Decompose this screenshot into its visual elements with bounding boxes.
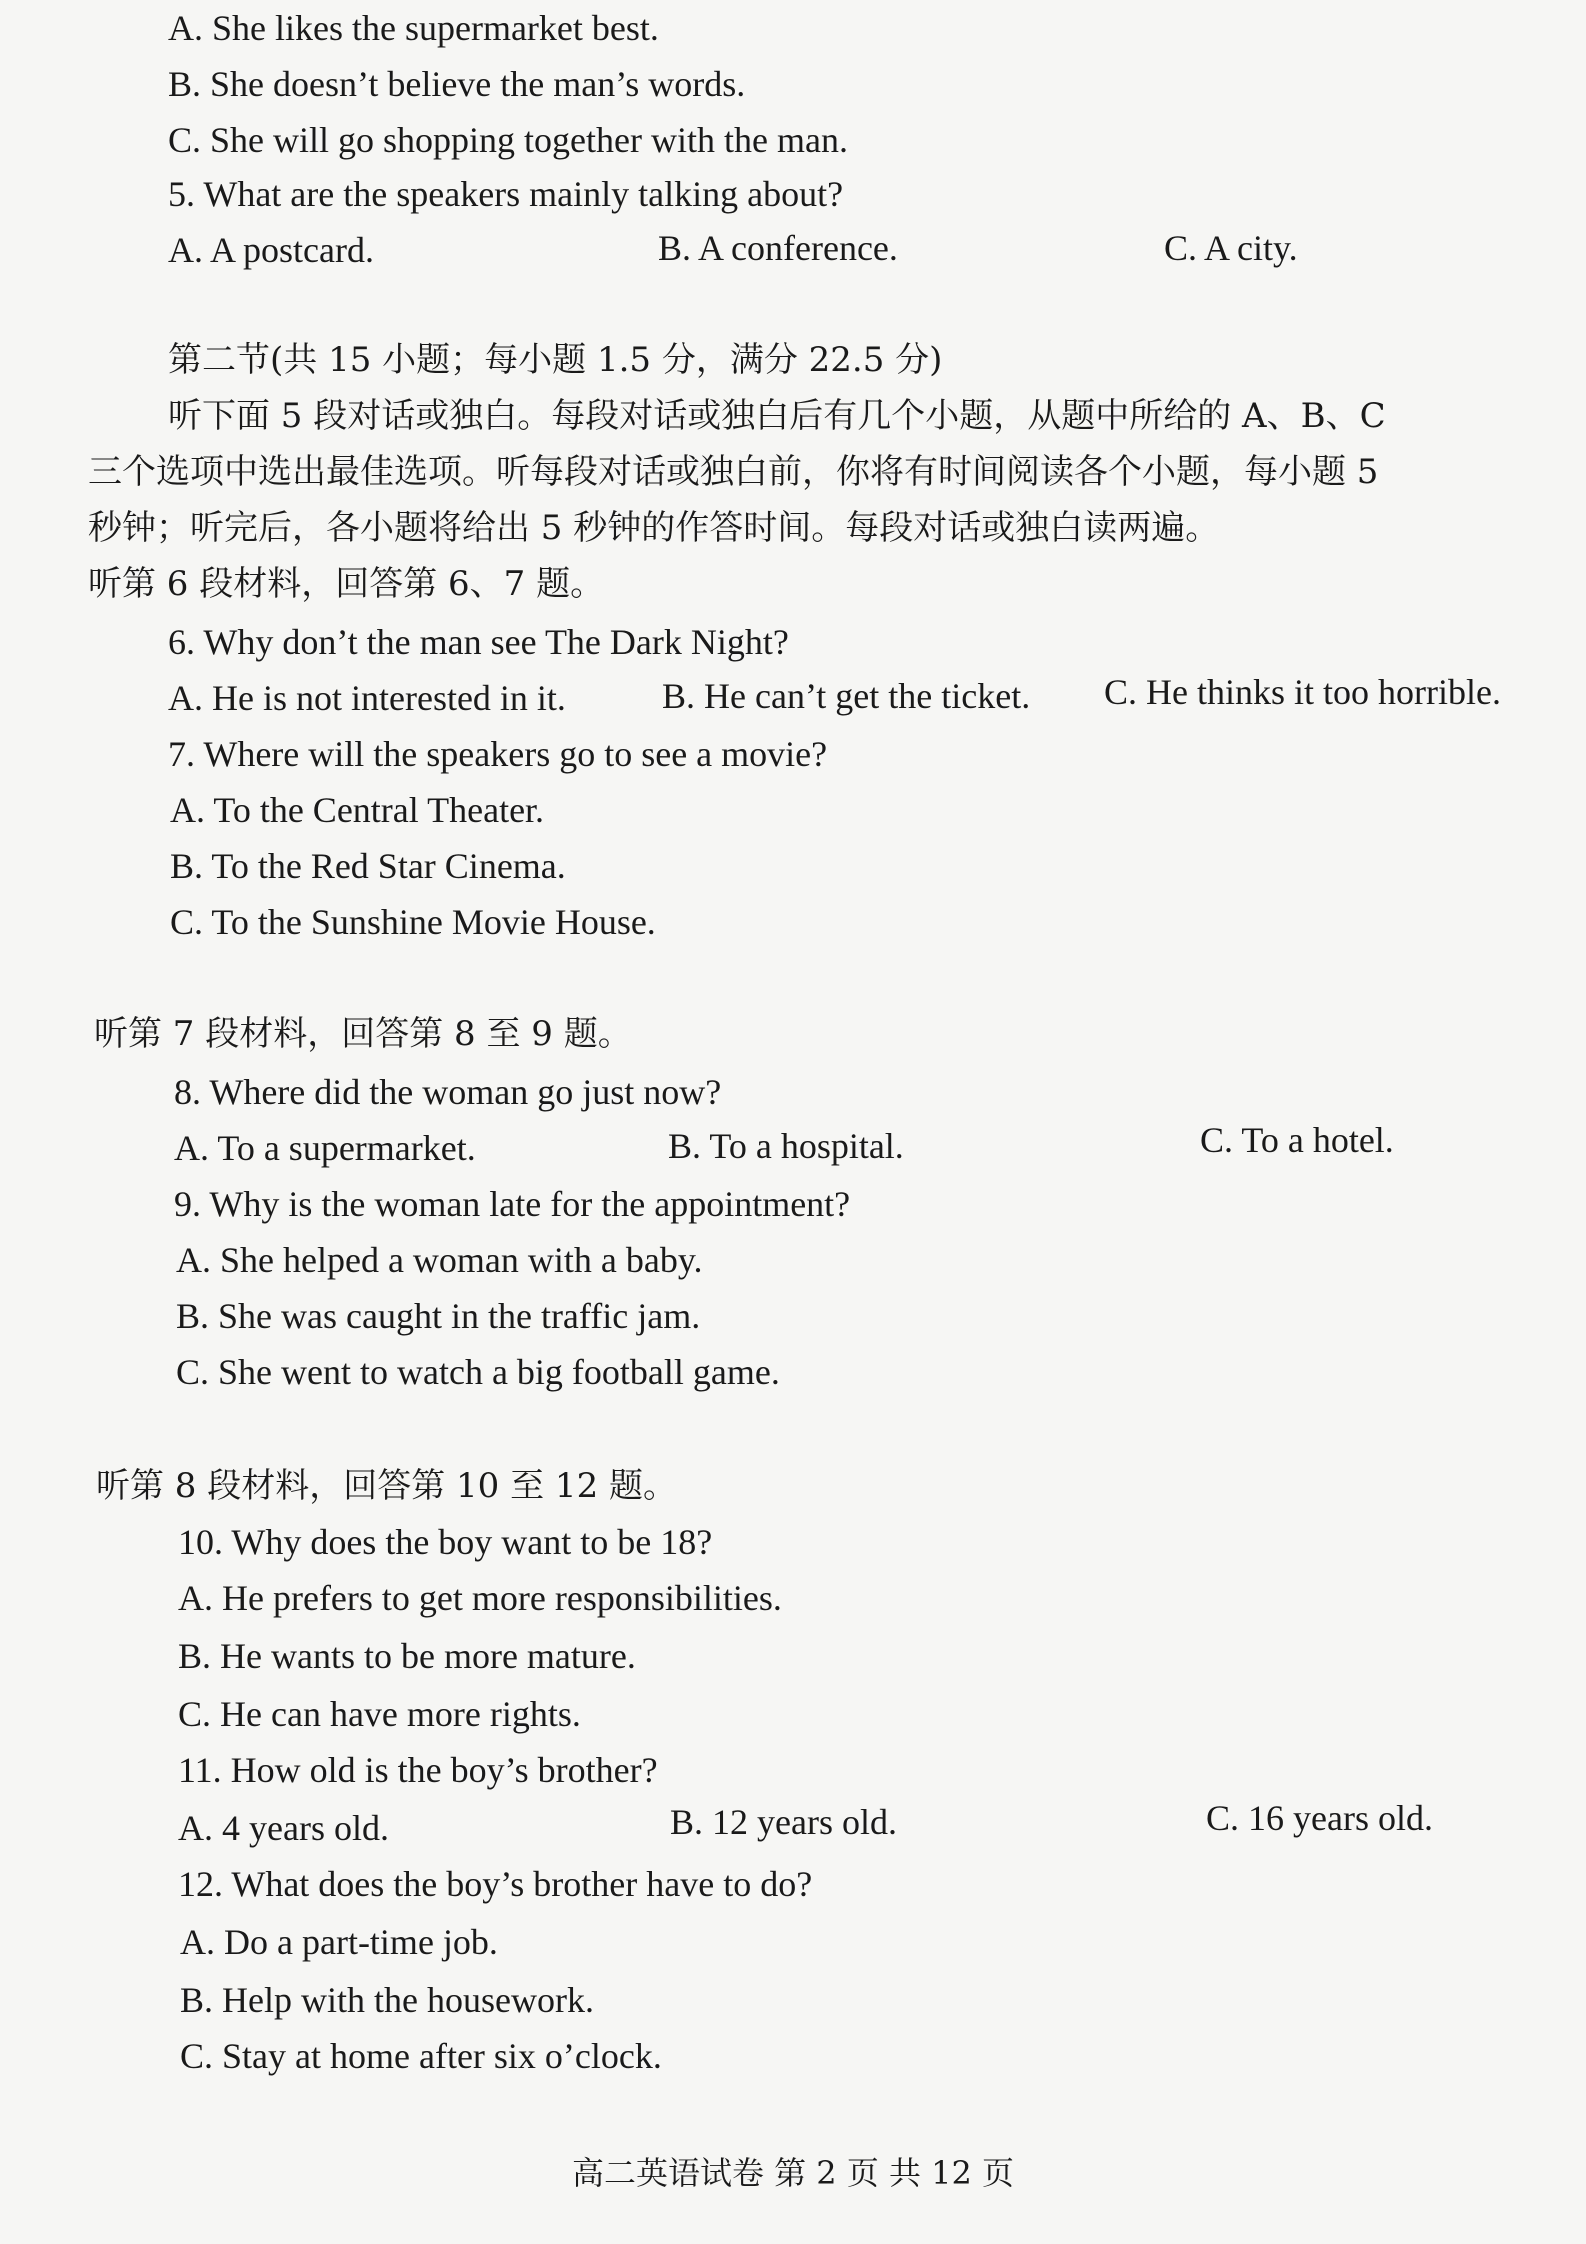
q7-option-c: C. To the Sunshine Movie House. bbox=[170, 902, 656, 942]
q8-question: 8. Where did the woman go just now? bbox=[174, 1072, 722, 1112]
q4-option-b: B. She doesn’t believe the man’s words. bbox=[168, 64, 746, 104]
q9-option-b: B. She was caught in the traffic jam. bbox=[176, 1296, 701, 1336]
q10-option-b: B. He wants to be more mature. bbox=[178, 1636, 636, 1676]
section2-instructions-1: 听下面 5 段对话或独白。每段对话或独白后有几个小题，从题中所给的 A、B、C bbox=[168, 396, 1386, 436]
q6-question: 6. Why don’t the man see The Dark Night? bbox=[168, 622, 789, 662]
q10-option-c: C. He can have more rights. bbox=[178, 1694, 581, 1734]
section2-instructions-2: 三个选项中选出最佳选项。听每段对话或独白前，你将有时间阅读各个小题，每小题 5 bbox=[88, 452, 1379, 492]
q8-option-b: B. To a hospital. bbox=[668, 1126, 904, 1166]
material7-heading: 听第 7 段材料，回答第 8 至 9 题。 bbox=[94, 1014, 632, 1054]
q5-option-b: B. A conference. bbox=[658, 228, 898, 268]
q9-question: 9. Why is the woman late for the appointment? bbox=[174, 1184, 851, 1224]
section2-instructions-3: 秒钟；听完后，各小题将给出 5 秒钟的作答时间。每段对话或独白读两遍。 bbox=[88, 508, 1220, 548]
q10-question: 10. Why does the boy want to be 18? bbox=[178, 1522, 713, 1562]
q10-option-a: A. He prefers to get more responsibilities. bbox=[178, 1578, 782, 1618]
q4-option-a: A. She likes the supermarket best. bbox=[168, 8, 659, 48]
q6-option-a: A. He is not interested in it. bbox=[168, 678, 566, 718]
q6-option-b: B. He can’t get the ticket. bbox=[662, 676, 1031, 716]
q5-option-c: C. A city. bbox=[1164, 228, 1298, 268]
material8-heading: 听第 8 段材料，回答第 10 至 12 题。 bbox=[96, 1466, 678, 1506]
q5-option-a: A. A postcard. bbox=[168, 230, 374, 270]
q7-option-a: A. To the Central Theater. bbox=[170, 790, 545, 830]
q8-option-a: A. To a supermarket. bbox=[174, 1128, 476, 1168]
q9-option-c: C. She went to watch a big football game. bbox=[176, 1352, 780, 1392]
q11-option-c: C. 16 years old. bbox=[1206, 1798, 1433, 1838]
q11-option-b: B. 12 years old. bbox=[670, 1802, 897, 1842]
q12-option-c: C. Stay at home after six o’clock. bbox=[180, 2036, 662, 2076]
q12-option-a: A. Do a part-time job. bbox=[180, 1922, 498, 1962]
q12-option-b: B. Help with the housework. bbox=[180, 1980, 594, 2020]
q7-question: 7. Where will the speakers go to see a movie? bbox=[168, 734, 828, 774]
q4-option-c: C. She will go shopping together with the man. bbox=[168, 120, 848, 160]
q11-option-a: A. 4 years old. bbox=[178, 1808, 389, 1848]
q8-option-c: C. To a hotel. bbox=[1200, 1120, 1394, 1160]
q12-question: 12. What does the boy’s brother have to do? bbox=[178, 1864, 813, 1904]
q11-question: 11. How old is the boy’s brother? bbox=[178, 1750, 658, 1790]
q9-option-a: A. She helped a woman with a baby. bbox=[176, 1240, 703, 1280]
page-footer: 高二英语试卷 第 2 页 共 12 页 bbox=[571, 2154, 1015, 2192]
material6-heading: 听第 6 段材料，回答第 6、7 题。 bbox=[88, 564, 605, 604]
section2-heading: 第二节(共 15 小题；每小题 1.5 分，满分 22.5 分) bbox=[168, 340, 943, 380]
q5-question: 5. What are the speakers mainly talking about? bbox=[168, 174, 844, 214]
q6-option-c: C. He thinks it too horrible. bbox=[1104, 672, 1501, 712]
q7-option-b: B. To the Red Star Cinema. bbox=[170, 846, 566, 886]
